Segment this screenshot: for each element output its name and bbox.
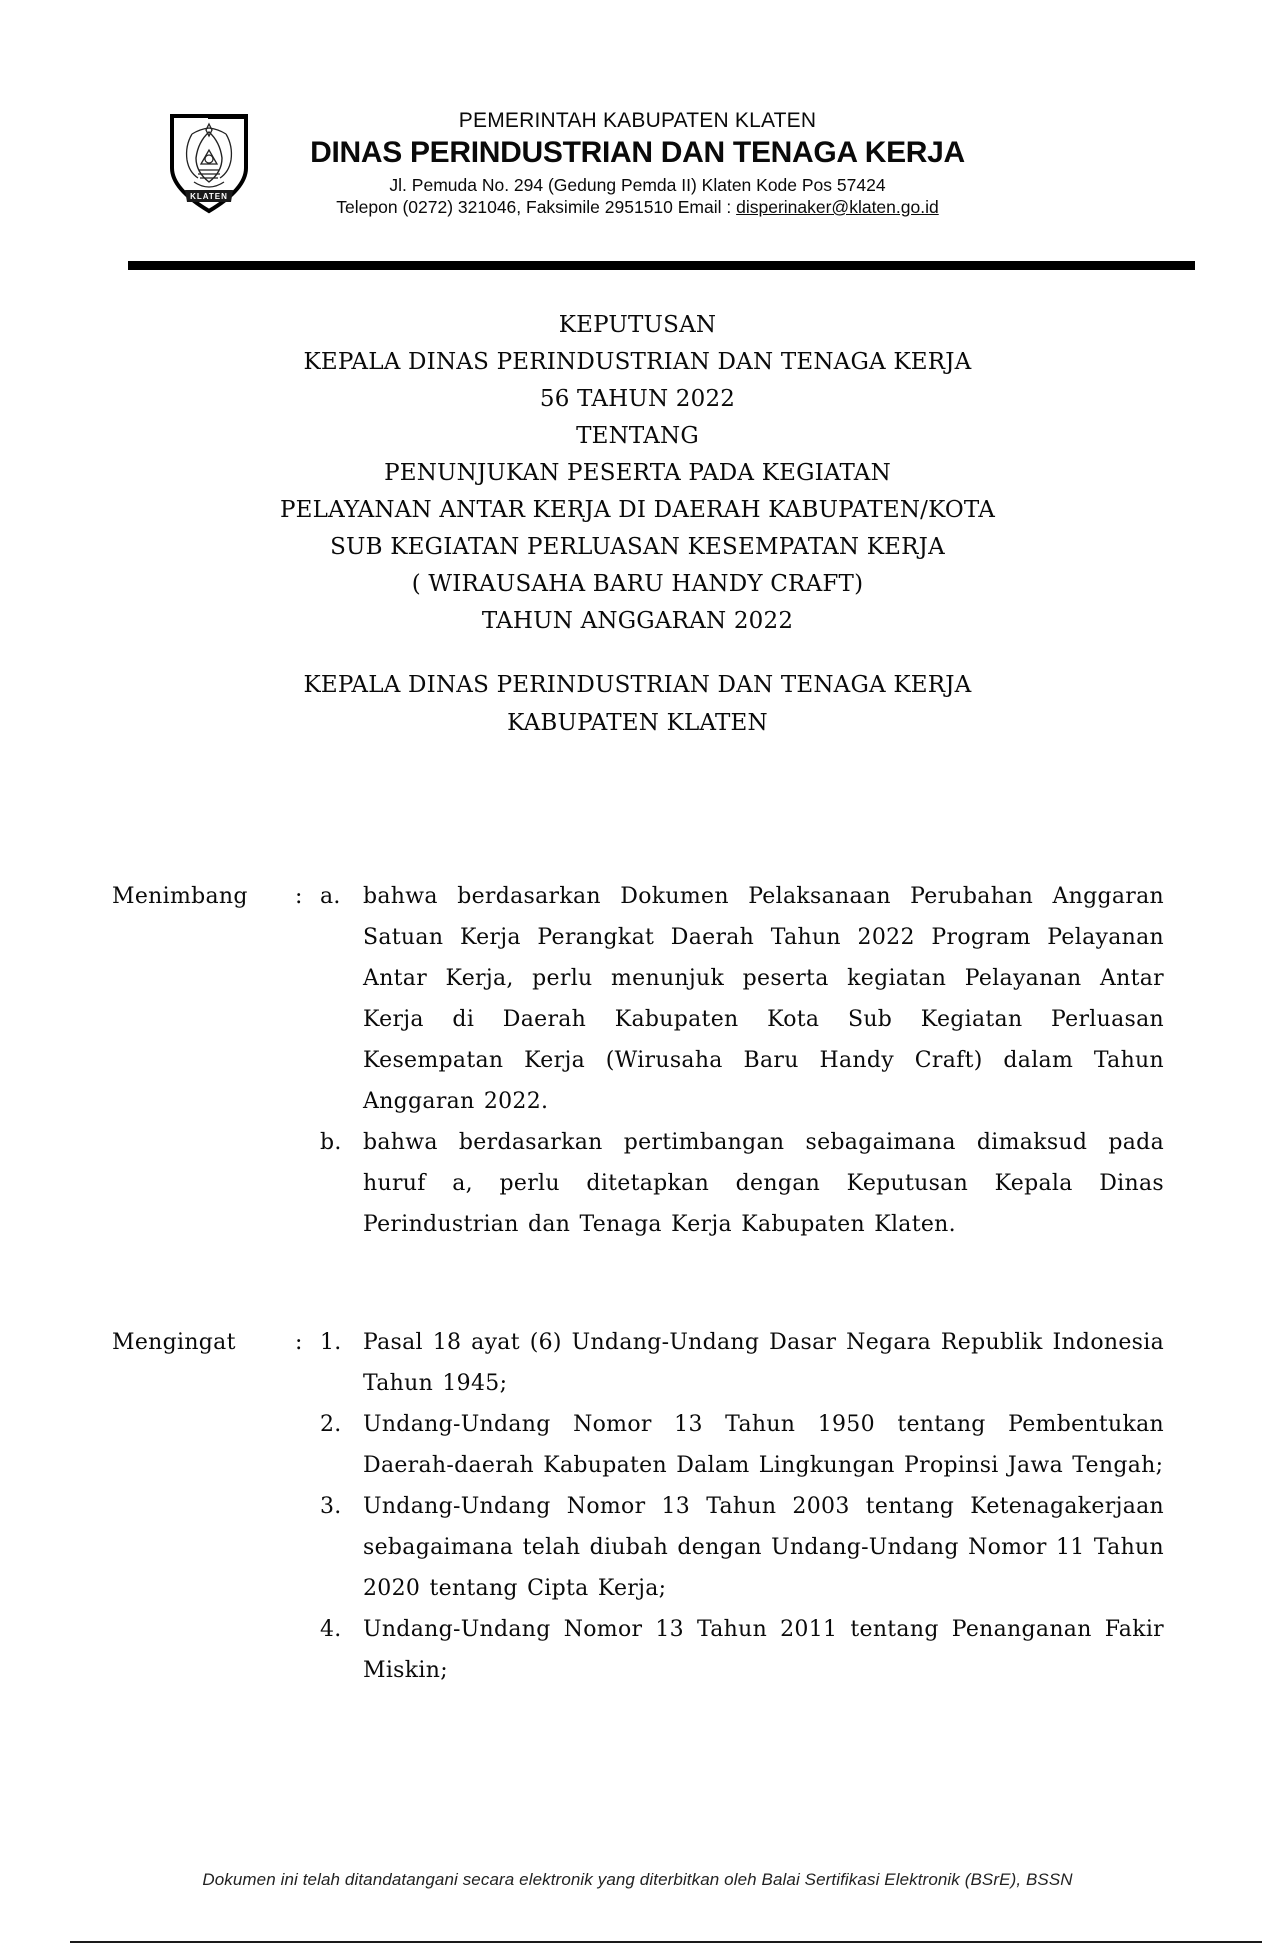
authority-heading-line: KABUPATEN KLATEN	[507, 710, 768, 736]
decree-heading-line: SUB KEGIATAN PERLUASAN KESEMPATAN KERJA	[330, 534, 945, 560]
item-marker: 3.	[320, 1494, 342, 1519]
list-item	[320, 1486, 1164, 1609]
contact-text: Telepon (0272) 321046, Faksimile 2951510 Email :	[336, 197, 737, 217]
decree-heading-line: KEPALA DINAS PERINDUSTRIAN DAN TENAGA KERJA	[303, 349, 972, 375]
authority-heading	[0, 666, 1275, 742]
item-marker: 2.	[320, 1412, 342, 1437]
colon-separator: :	[295, 1330, 303, 1355]
decree-heading-line: TENTANG	[576, 423, 699, 449]
item-text: Undang-Undang Nomor 13 Tahun 1950 tentang Pembentukan Daerah-daerah Kabupaten Dalam Lingkungan Propinsi Jawa Tengah;	[363, 1412, 1164, 1478]
item-text: Undang-Undang Nomor 13 Tahun 2003 tentang Ketenagakerjaan sebagaimana telah diubah dengan Undang-Undang Nomor 11 Tahun 2020 tentang Cipta Kerja;	[363, 1494, 1164, 1601]
government-name: PEMERINTAH KABUPATEN KLATEN	[458, 109, 817, 132]
item-text: Undang-Undang Nomor 13 Tahun 2011 tentang Penanganan Fakir Miskin;	[363, 1617, 1164, 1683]
decree-heading	[0, 307, 1275, 640]
decree-heading-line: PENUNJUKAN PESERTA PADA KEGIATAN	[384, 460, 891, 486]
agency-contact	[0, 196, 1275, 218]
decree-heading-line: PELAYANAN ANTAR KERJA DI DAERAH KABUPATEN/KOTA	[279, 497, 996, 523]
decree-number-line: 56 TAHUN 2022	[539, 386, 736, 412]
agency-name: DINAS PERINDUSTRIAN DAN TENAGA KERJA	[310, 136, 965, 169]
letterhead	[0, 108, 1275, 218]
menimbang-items	[320, 876, 1164, 1245]
letterhead-rule	[128, 261, 1195, 270]
list-item	[320, 1122, 1164, 1245]
mengingat-items	[320, 1322, 1164, 1691]
item-marker: a.	[320, 884, 341, 909]
decree-heading-line: ( WIRAUSAHA BARU HANDY CRAFT)	[411, 571, 864, 597]
decree-heading-line: TAHUN ANGGARAN 2022	[481, 608, 794, 634]
menimbang-section	[112, 876, 1164, 1245]
email-link[interactable]: disperinaker@klaten.go.id	[736, 197, 939, 217]
list-item	[320, 1322, 1164, 1404]
item-marker: 4.	[320, 1617, 342, 1642]
colon-separator: :	[295, 884, 303, 909]
item-text: bahwa berdasarkan pertimbangan sebagaimana dimaksud pada huruf a, perlu ditetapkan dengan Keputusan Kepala Dinas Perindustrian dan Tenaga Kerja Kabupaten Klaten.	[363, 1130, 1164, 1237]
mengingat-section	[112, 1322, 1164, 1691]
item-text: Pasal 18 ayat (6) Undang-Undang Dasar Negara Republik Indonesia Tahun 1945;	[363, 1330, 1164, 1396]
list-item	[320, 1404, 1164, 1486]
list-item	[320, 1609, 1164, 1691]
logo-banner-label: KLATEN	[190, 192, 228, 201]
item-marker: 1.	[320, 1330, 342, 1355]
mengingat-label: Mengingat	[112, 1330, 236, 1355]
authority-heading-line: KEPALA DINAS PERINDUSTRIAN DAN TENAGA KERJA	[303, 672, 972, 698]
electronic-signature-note: Dokumen ini telah ditandatangani secara elektronik yang diterbitkan oleh Balai Sertifikasi Elektronik (BSrE), BSSN	[202, 1870, 1073, 1889]
menimbang-label: Menimbang	[112, 884, 248, 909]
agency-address: Jl. Pemuda No. 294 (Gedung Pemda II) Klaten Kode Pos 57424	[389, 175, 886, 195]
item-marker: b.	[320, 1130, 342, 1155]
bottom-rule	[70, 1941, 1262, 1943]
item-text: bahwa berdasarkan Dokumen Pelaksanaan Perubahan Anggaran Satuan Kerja Perangkat Daerah Tahun 2022 Program Pelayanan Antar Kerja, perlu menunjuk peserta kegiatan Pelayanan Antar Kerja di Daerah Kabupaten Kota Sub Kegiatan Perluasan Kesempatan Kerja (Wirusaha Baru Handy Craft) dalam Tahun Anggaran 2022.	[363, 884, 1164, 1114]
decree-heading-line: KEPUTUSAN	[558, 312, 717, 338]
list-item	[320, 876, 1164, 1122]
